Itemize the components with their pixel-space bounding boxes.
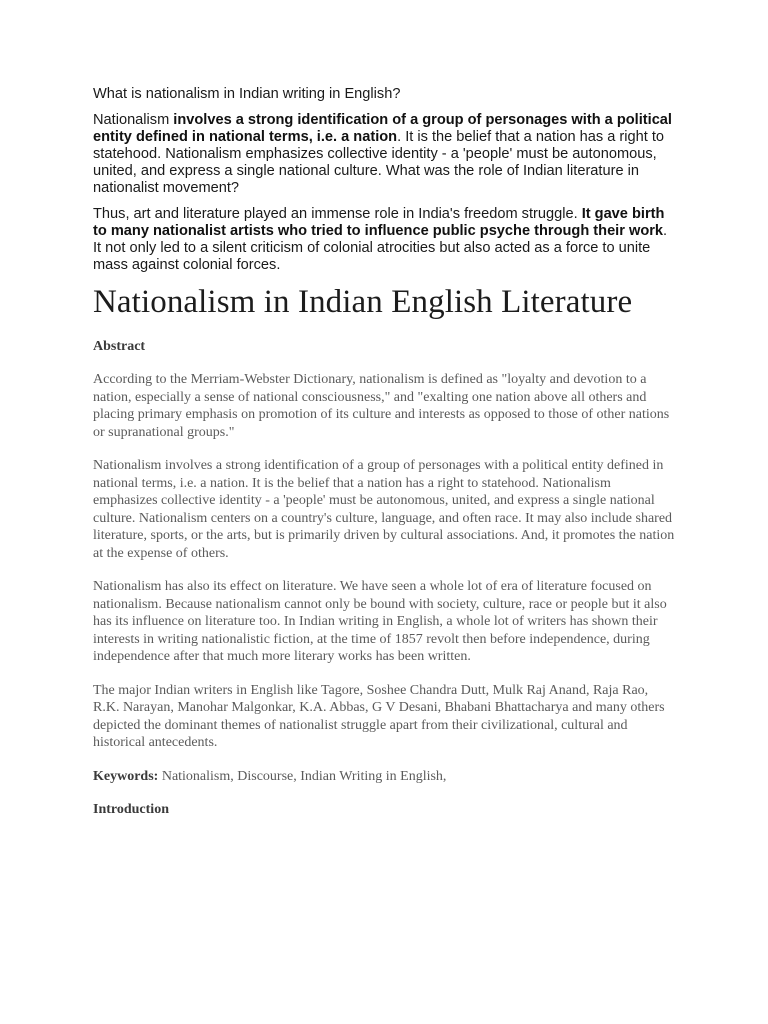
question-1: What is nationalism in Indian writing in English? (93, 86, 401, 102)
answer-2 (93, 206, 675, 274)
answer-2-bold: It gave birth to many nationalist artists who tried to influence public psyche through their work (93, 206, 665, 239)
keywords-line (93, 768, 675, 786)
keywords-label: Keywords: (93, 768, 159, 784)
question-2: What was the role of Indian literature in nationalist movement? (93, 163, 639, 196)
abstract-paragraph-2: Nationalism involves a strong identification of a group of personages with a political entity defined in national terms, i.e. a nation. It is the belief that a nation has a right to statehood. Nationalism emphasizes collective identity - a 'people' must be autonomous, united, and express a single national culture. Nationalism centers on a country's culture, language, and often race. It may also include shared literature, sports, or the arts, but is primarily driven by cultural associations. And, it promotes the nation at the expense of others. (93, 458, 675, 561)
answer-1-post: . It is the belief that a nation has a right to statehood. Nationalism emphasizes collective identity - a 'people' must be autonomous, united, and express a single national culture. (93, 129, 664, 179)
answer-2-pre: Thus, art and literature played an immense role in India's freedom struggle. (93, 206, 582, 222)
abstract-paragraph-4: The major Indian writers in English like Tagore, Soshee Chandra Dutt, Mulk Raj Anand, Raja Rao, R.K. Narayan, Manohar Malgonkar, K.A. Abbas, G V Desani, Bhabani Bhattacharya and many others depicted the dominant themes of nationalist struggle apart from their civilizational, cultural and historical antecedents. (93, 682, 665, 750)
answer-2-post: . It not only led to a silent criticism of colonial atrocities but also acted as a force to unite mass against colonial forces. (93, 223, 668, 273)
answer-1-pre: Nationalism (93, 112, 174, 128)
answer-1-bold: involves a strong identification of a group of personages with a political entity defined in national terms, i.e. a nation (93, 112, 672, 145)
abstract-paragraph-3: Nationalism has also its effect on literature. We have seen a whole lot of era of literature focused on nationalism. Because nationalism cannot only be bound with society, culture, race or people but it also has its influence on literature too. In Indian writing in English, a whole lot of writers has shown their interests in writing nationalistic fiction, at the time of 1857 revolt then before independence, during independence after that much more literary works has been written. (93, 579, 667, 664)
keywords-value: Nationalism, Discourse, Indian Writing in English, (158, 768, 447, 784)
answer-1 (93, 112, 675, 197)
abstract-heading: Abstract (93, 339, 146, 354)
article-title: Nationalism in Indian English Literature (93, 284, 633, 320)
abstract-paragraph-1: According to the Merriam-Webster Dictionary, nationalism is defined as "loyalty and devotion to a nation, especially a sense of national consciousness," and "exalting one nation above all others and placing primary emphasis on promotion of its culture and interests as opposed to those of other nations or supranational groups." (93, 372, 670, 440)
introduction-heading: Introduction (93, 802, 169, 817)
